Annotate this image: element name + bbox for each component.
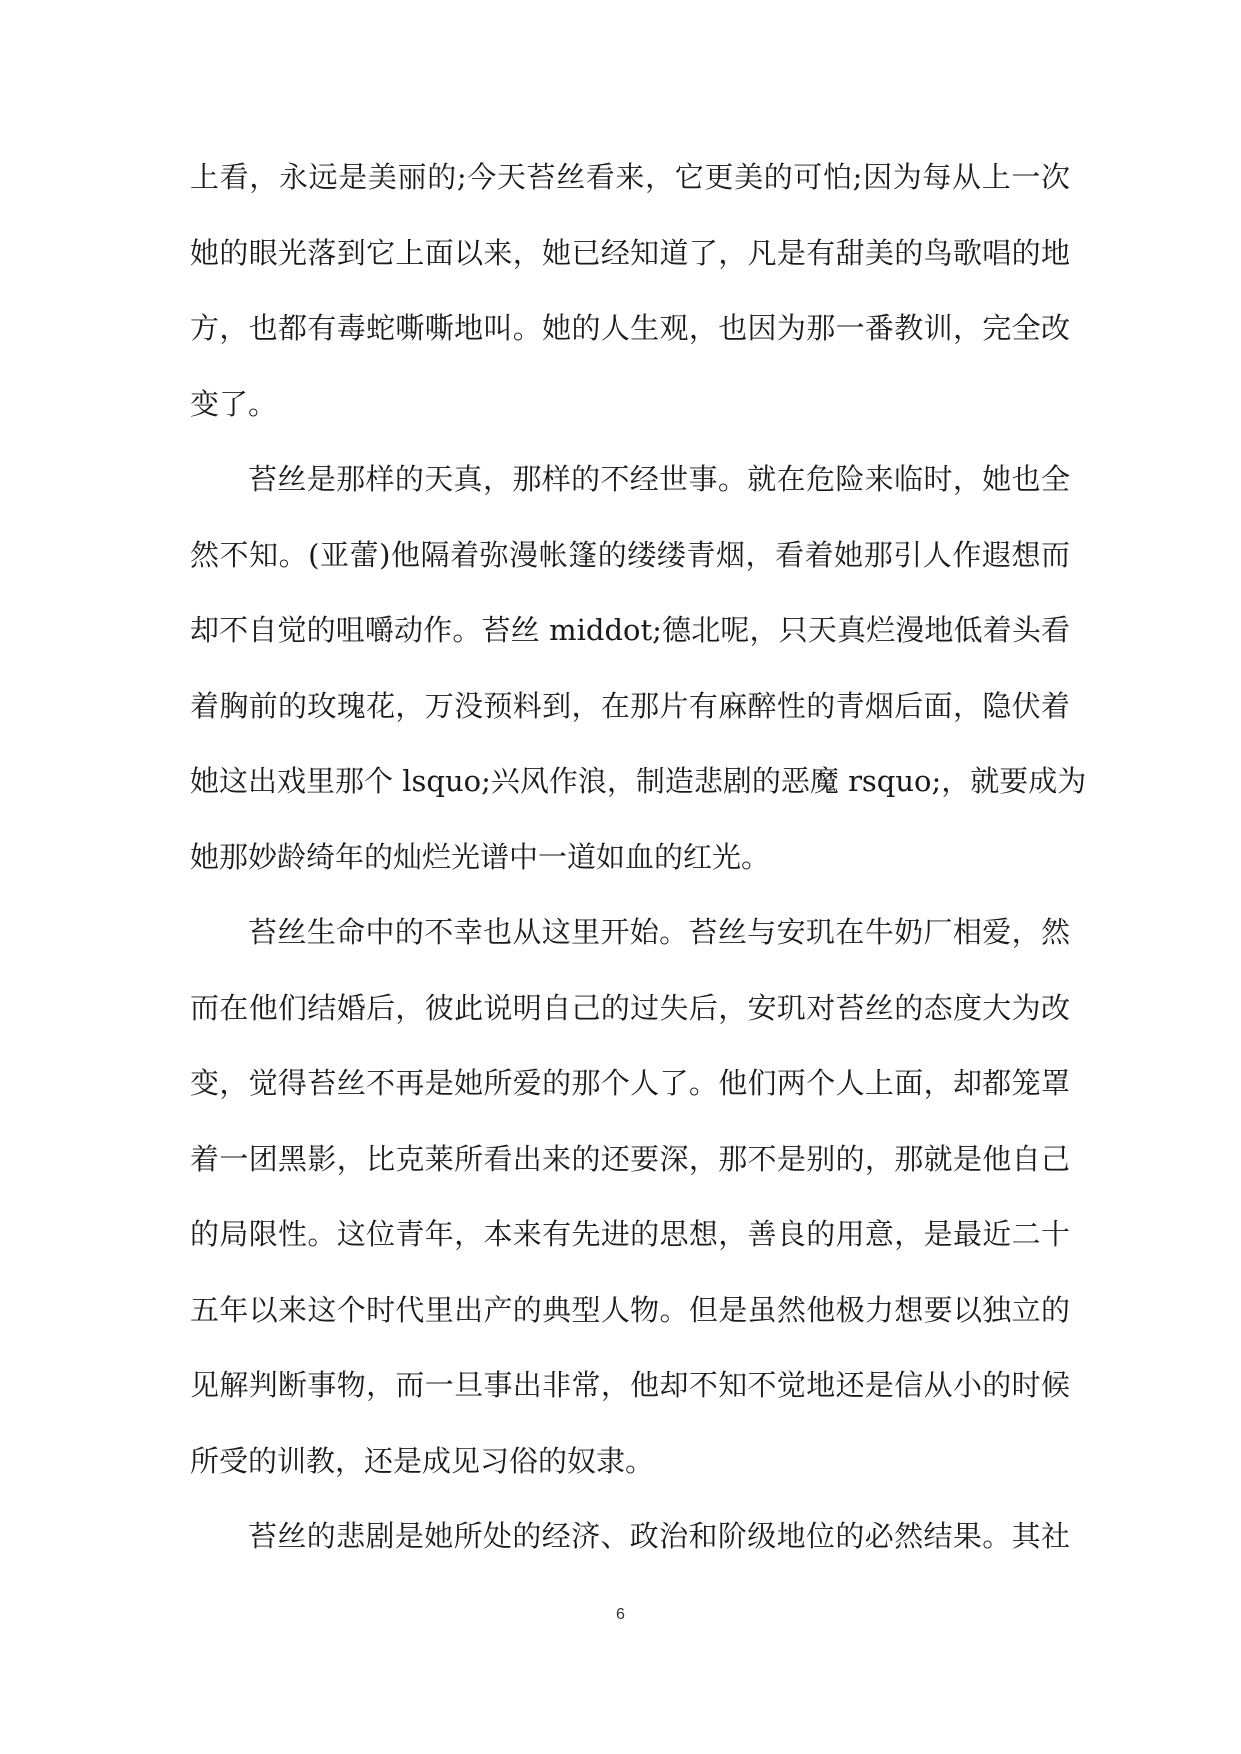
body-text (190, 140, 1087, 1575)
text-line: 苔丝生命中的不幸也从这里开始。苔丝与安玑在牛奶厂相爱，然 (248, 915, 1070, 949)
text-line: 着胸前的玫瑰花，万没预料到，在那片有麻醉性的青烟后面，隐伏着 (190, 688, 1070, 723)
text-line: 然不知。(亚蕾)他隔着弥漫帐篷的缕缕青烟，看着她那引人作遐想而 (190, 537, 1070, 572)
text-line: 她这出戏里那个 lsquo;兴风作浪，制造悲剧的恶魔 rsquo;，就要成为 (190, 764, 1087, 798)
text-line: 五年以来这个时代里出产的典型人物。但是虽然他极力想要以独立的 (190, 1292, 1070, 1327)
text-line: 她的眼光落到它上面以来，她已经知道了，凡是有甜美的鸟歌唱的地 (190, 235, 1070, 270)
text-line: 而在他们结婚后，彼此说明自己的过失后，安玑对苔丝的态度大为改 (190, 990, 1070, 1025)
text-line: 变，觉得苔丝不再是她所爱的那个人了。他们两个人上面，却都笼罩 (190, 1066, 1070, 1100)
text-line: 苔丝是那样的天真，那样的不经世事。就在危险来临时，她也全 (248, 462, 1070, 496)
text-line: 却不自觉的咀嚼动作。苔丝 middot;德北呢，只天真烂漫地低着头看 (190, 613, 1070, 647)
text-line: 见解判断事物，而一旦事出非常，他却不知不觉地还是信从小的时候 (190, 1368, 1070, 1402)
text-line: 所受的训教，还是成见习俗的奴隶。 (190, 1443, 655, 1478)
text-line: 变了。 (190, 386, 278, 421)
text-line: 上看，永远是美丽的;今天苔丝看来，它更美的可怕;因为每从上一次 (190, 160, 1070, 194)
text-line: 着一团黑影，比克莱所看出来的还要深，那不是别的，那就是他自己 (190, 1141, 1070, 1176)
text-line: 的局限性。这位青年，本来有先进的思想，善良的用意，是最近二十 (190, 1217, 1070, 1251)
text-line: 苔丝的悲剧是她所处的经济、政治和阶级地位的必然结果。其社 (248, 1519, 1070, 1553)
text-line: 方，也都有毒蛇嘶嘶地叫。她的人生观，也因为那一番教训，完全改 (190, 311, 1070, 345)
text-line: 她那妙龄绮年的灿烂光谱中一道如血的红光。 (190, 839, 771, 874)
page-number: 6 (616, 1606, 625, 1623)
